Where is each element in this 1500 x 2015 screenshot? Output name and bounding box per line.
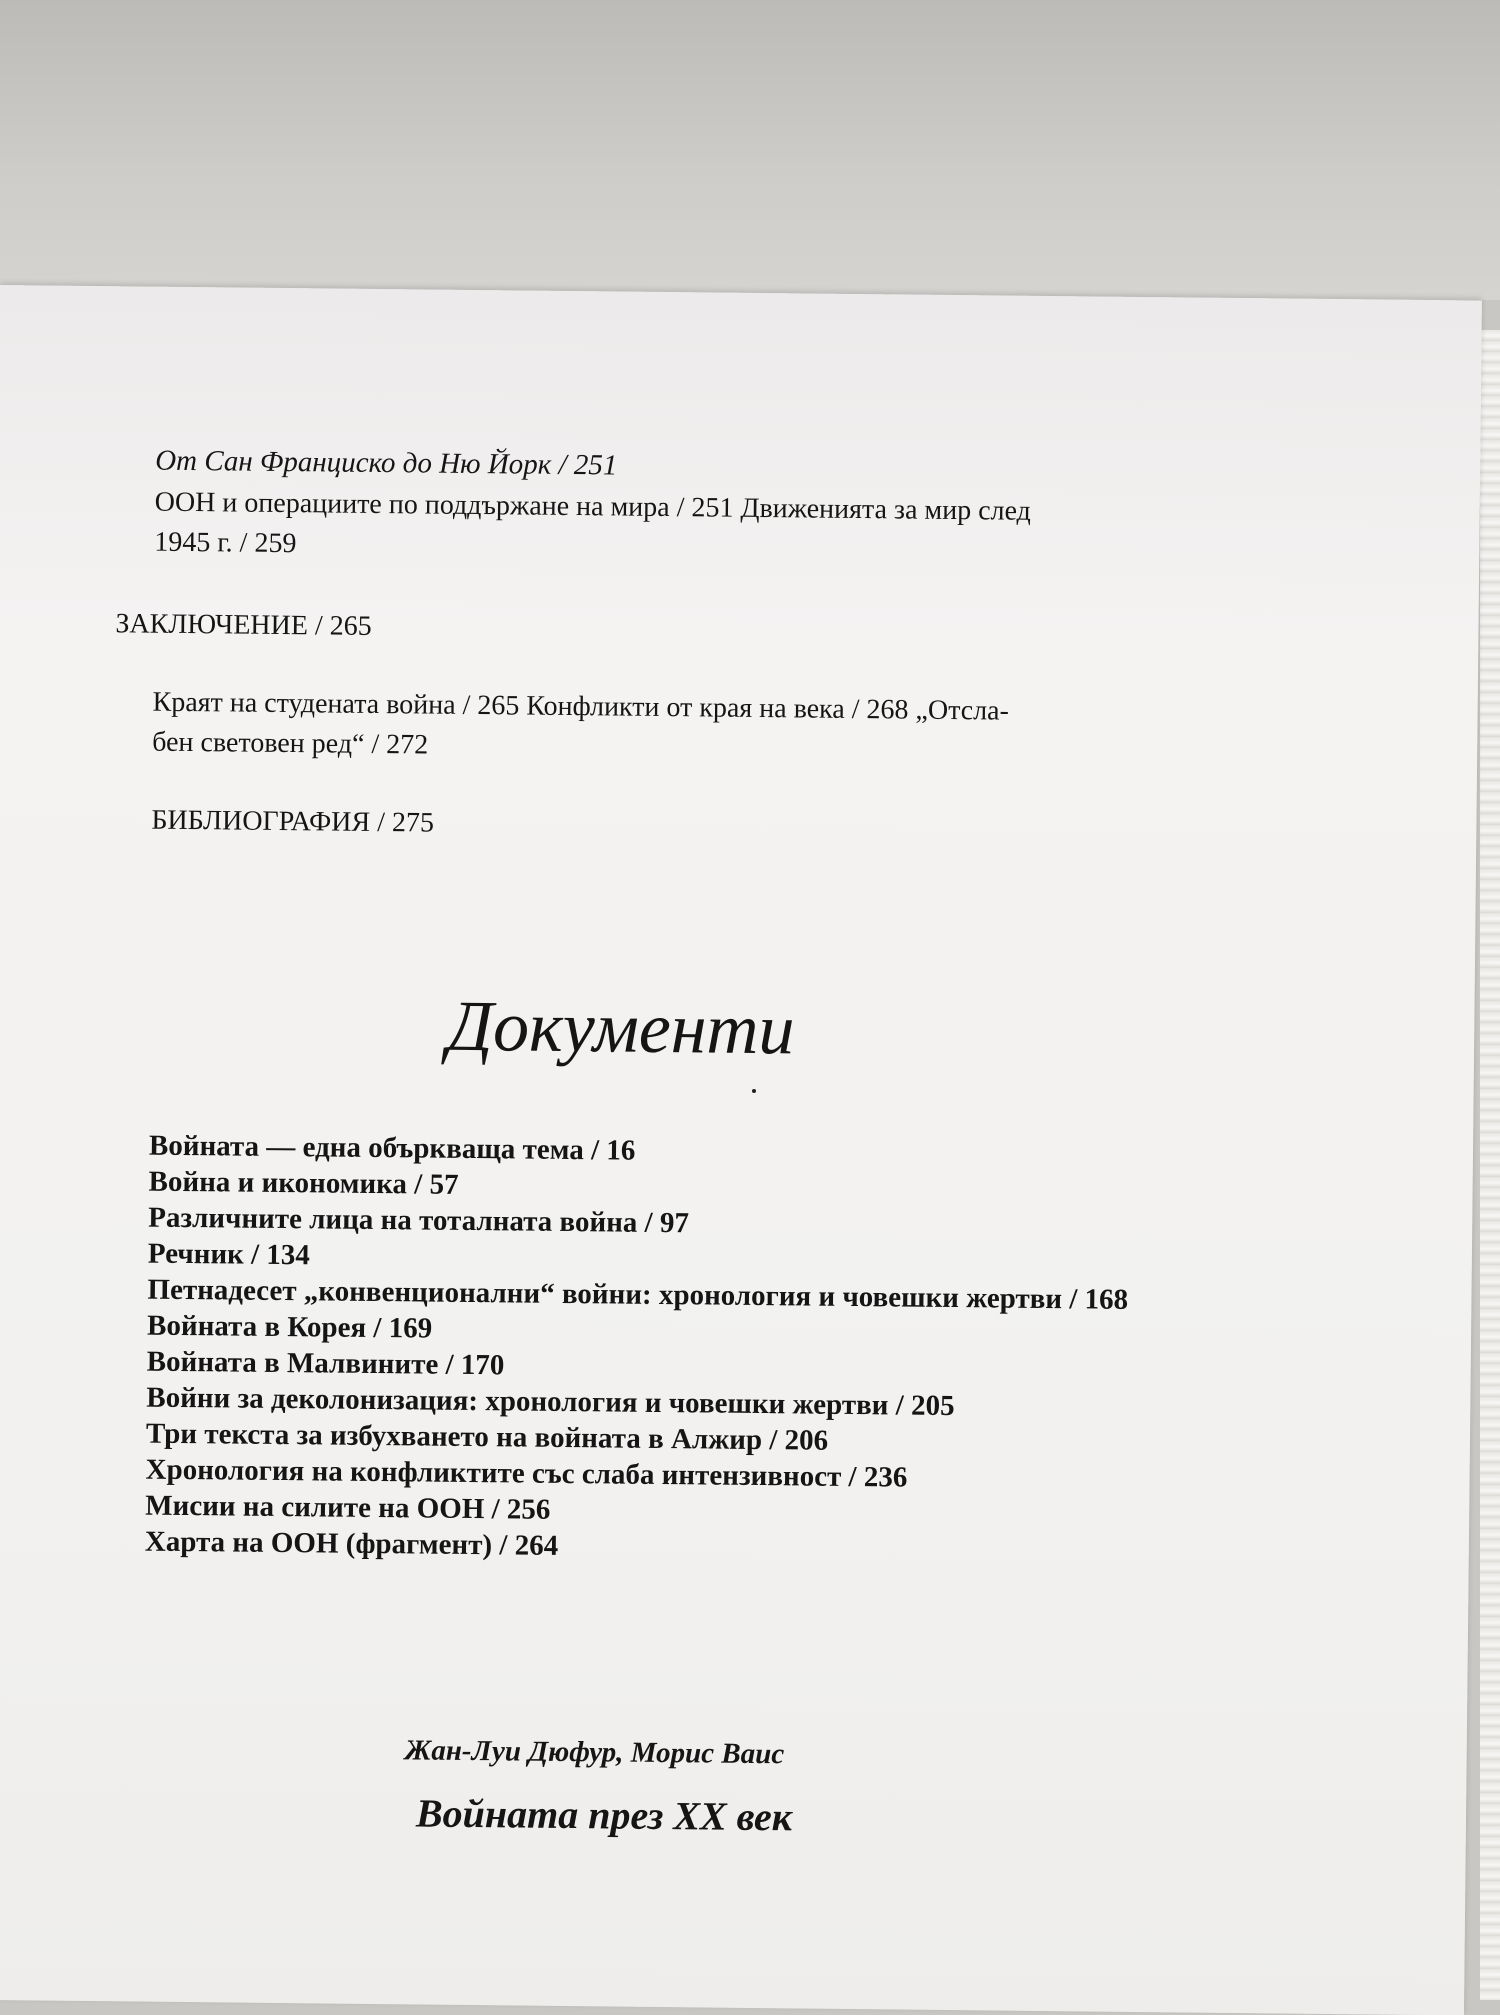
ink-dot (752, 1089, 756, 1093)
page-edge (1480, 330, 1500, 2000)
toc-conclusion-line: бен световен ред“ / 272 (152, 726, 429, 761)
document-list-item: Войната в Корея / 169 (146, 1309, 433, 1345)
document-list-item: Войната в Малвините / 170 (146, 1345, 505, 1382)
toc-bibliography-heading: БИБЛИОГРАФИЯ / 275 (151, 804, 435, 839)
document-list-item: Речник / 134 (147, 1237, 311, 1272)
document-list-item: Харта на ООН (фрагмент) / 264 (144, 1525, 559, 1562)
document-list-item: Различните лица на тоталната война / 97 (148, 1201, 690, 1240)
toc-conclusion-line: Краят на студената война / 265 Конфликти от края на века / 268 „Отсла- (152, 686, 1010, 727)
imprint-authors: Жан-Луи Дюфур, Морис Ваис (404, 1734, 785, 1771)
book-page (0, 285, 1482, 2015)
document-list-item: Мисии на силите на ООН / 256 (145, 1489, 551, 1526)
background-surface (0, 0, 1500, 300)
documents-heading: Документи (446, 985, 795, 1070)
document-list-item: Три текста за избухването на войната в Алжир / 206 (145, 1417, 829, 1457)
document-list-item: Петнадесет „конвенционални“ войни: хронология и човешки жертви / 168 (147, 1273, 1129, 1316)
document-list-item: Войни за деколонизация: хронология и човешки жертви / 205 (146, 1381, 955, 1423)
imprint-book-title: Войната през ХХ век (415, 1790, 793, 1840)
document-list-item: Войната — една объркваща тема / 16 (148, 1129, 636, 1167)
toc-section-line: 1945 г. / 259 (154, 526, 297, 560)
document-list-item: Хронология на конфликтите със слаба интензивност / 236 (145, 1453, 908, 1494)
toc-section-line: ООН и операциите по поддържане на мира / 251 Движенията за мир след (154, 486, 1032, 527)
toc-section-title: От Сан Франциско до Ню Йорк / 251 (155, 444, 618, 482)
toc-conclusion-heading: ЗАКЛЮЧЕНИЕ / 265 (115, 608, 372, 642)
document-list-item: Война и икономика / 57 (148, 1165, 459, 1201)
